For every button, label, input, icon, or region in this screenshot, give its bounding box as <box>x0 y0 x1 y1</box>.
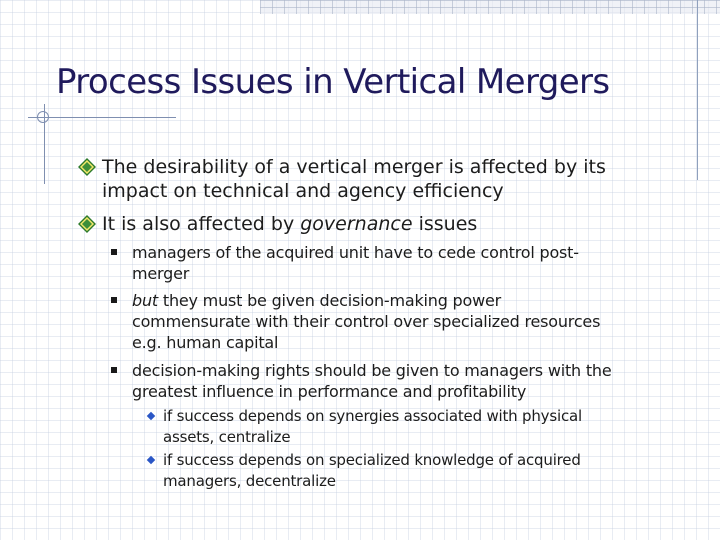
sub-bullet-line: e.g. human capital <box>132 333 279 352</box>
bullet-line <box>102 212 477 236</box>
sub-bullet-line: decision-making rights should be given to managers with the <box>132 361 612 380</box>
sub-bullet-line: managers of the acquired unit have to cede control post- <box>132 243 579 262</box>
diamond-bullet-icon <box>78 158 96 176</box>
square-bullet-icon <box>111 367 117 373</box>
sub-sub-bullet-item <box>163 406 582 448</box>
bullet-line: impact on technical and agency efficiency <box>102 180 504 202</box>
bullet-text: It is also affected by <box>102 213 301 235</box>
bullet-item <box>102 155 606 203</box>
diamond-bullet-icon <box>78 215 96 233</box>
sub-sub-bullet-line: assets, centralize <box>163 428 291 446</box>
sub-bullet-emphasis: but <box>132 291 158 310</box>
sub-bullet-line: commensurate with their control over specialized resources <box>132 312 601 331</box>
square-bullet-icon <box>111 249 117 255</box>
sub-sub-bullet-line: managers, decentralize <box>163 472 336 490</box>
sub-sub-bullet-line: if success depends on synergies associated with physical <box>163 407 582 425</box>
bullet-item <box>102 212 477 236</box>
bullet-text: issues <box>412 213 478 235</box>
sub-sub-bullet-line: if success depends on specialized knowledge of acquired <box>163 451 581 469</box>
sub-bullet-line: merger <box>132 264 190 283</box>
sub-bullet-item <box>132 360 612 402</box>
sub-bullet-line: greatest influence in performance and profitability <box>132 382 527 401</box>
bullet-emphasis: governance <box>300 213 413 235</box>
sub-sub-bullet-item <box>163 450 581 492</box>
blue-diamond-bullet-icon <box>147 456 155 464</box>
square-bullet-icon <box>111 297 117 303</box>
sub-bullet-item <box>132 242 579 284</box>
slide-title: Process Issues in Vertical Mergers <box>56 62 610 102</box>
sub-bullet-item <box>132 290 600 353</box>
sub-bullet-text: they must be given decision-making power <box>157 291 501 310</box>
sub-bullet-line <box>132 290 600 311</box>
blue-diamond-bullet-icon <box>147 412 155 420</box>
bullet-line: The desirability of a vertical merger is affected by its <box>102 156 606 178</box>
